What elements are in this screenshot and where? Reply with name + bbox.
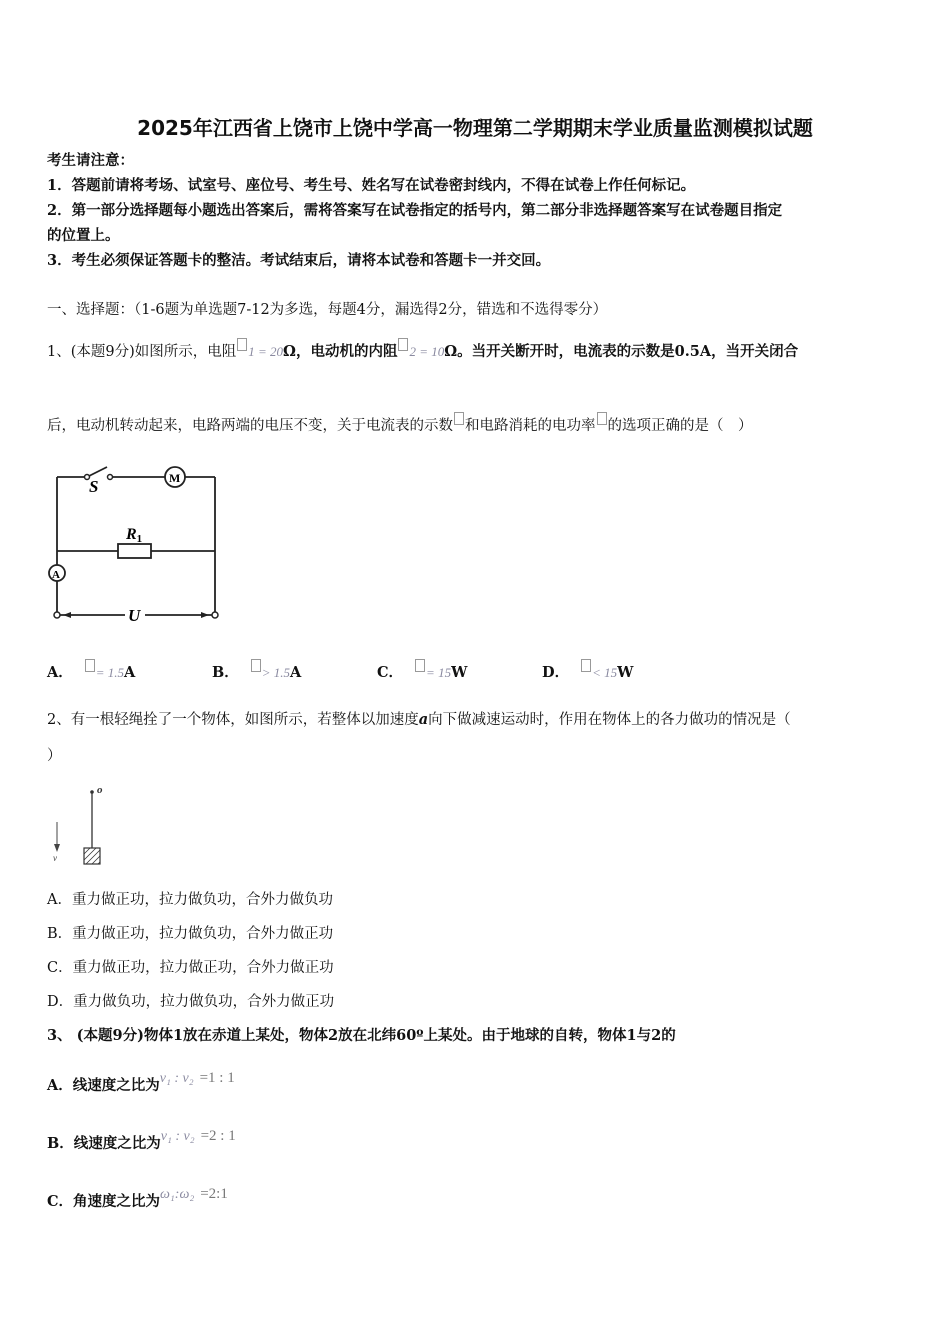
option-unit: A	[290, 664, 302, 681]
option-label: C．角速度之比为	[47, 1193, 161, 1210]
option-expr: = 1.5	[95, 665, 125, 680]
q1-option-c[interactable]	[377, 659, 467, 682]
circuit-diagram	[45, 462, 230, 632]
rope-diagram	[50, 782, 130, 872]
q2-text: 2、有一根轻绳拴了一个物体，如图所示，若整体以加速度	[47, 712, 419, 728]
q2-stem-line2: ）	[47, 748, 62, 764]
option-expr: < 15	[592, 665, 618, 680]
resistor-subscript: 1	[136, 533, 143, 545]
point-o-label: o	[97, 784, 103, 796]
q1-r2: 2 = 10	[409, 344, 445, 359]
q2-option-a[interactable]: A．重力做正功，拉力做负功，合外力做负功	[47, 892, 333, 908]
option-label: A．	[47, 664, 73, 681]
option-label: B．	[212, 664, 239, 681]
q2-option-c[interactable]: C．重力做正功，拉力做正功，合外力做正功	[47, 960, 334, 976]
option-expr: v₁ : v₂	[160, 1129, 195, 1144]
option-label: C．	[377, 664, 404, 681]
velocity-label: v	[53, 853, 57, 863]
notice-item: 3．考生必须保证答题卡的整洁。考试结束后，请将本试卷和答题卡一并交回。	[47, 252, 551, 269]
q3-option-c[interactable]	[47, 1182, 228, 1210]
notice-item: 2．第一部分选择题每小题选出答案后，需将答案写在试卷指定的括号内，第二部分非选择题答案写在试卷题目指定	[47, 202, 783, 219]
missing-glyph-icon	[581, 659, 591, 672]
q1-text: Ω，电动机的内阻	[283, 343, 398, 360]
ammeter-label: A	[52, 569, 60, 581]
switch-label: S	[89, 477, 99, 496]
q1-option-d[interactable]	[542, 659, 633, 682]
q1-option-b[interactable]	[212, 659, 301, 682]
missing-glyph-icon	[85, 659, 95, 672]
option-expr: > 1.5	[261, 665, 291, 680]
page-title: 2025年江西省上饶市上饶中学高一物理第二学期期末学业质量监测模拟试题	[137, 116, 813, 140]
notice-heading: 考生请注意：	[47, 152, 134, 169]
option-unit: W	[451, 664, 468, 681]
option-ratio: =2:1	[200, 1186, 228, 1202]
q3-stem: 3、 (本题9分)物体1放在赤道上某处，物体2放在北纬60º上某处。由于地球的自转，物体1与2的	[47, 1027, 676, 1044]
missing-glyph-icon	[398, 338, 408, 351]
q2-option-d[interactable]: D．重力做负功，拉力做负功，合外力做正功	[47, 994, 335, 1010]
section-heading: 一、选择题：（1-6题为单选题7-12为多选，每题4分，漏选得2分，错选和不选得零分）	[47, 302, 608, 318]
q3-option-b[interactable]	[47, 1124, 236, 1152]
q1-text: 的选项正确的是（ ）	[607, 418, 753, 434]
option-unit: W	[617, 664, 634, 681]
missing-glyph-icon	[237, 338, 247, 351]
missing-glyph-icon	[415, 659, 425, 672]
option-expr: = 15	[426, 665, 452, 680]
q2-accel-symbol: a	[418, 711, 429, 728]
option-label: B．线速度之比为	[47, 1135, 161, 1152]
q1-stem-line2	[47, 412, 753, 436]
q1-r1: 1 = 20	[248, 344, 284, 359]
option-label: A．线速度之比为	[47, 1077, 160, 1094]
notice-item: 1．答题前请将考场、试室号、座位号、考生号、姓名写在试卷密封线内，不得在试卷上作任何标记。	[47, 177, 696, 194]
voltage-label: U	[128, 606, 141, 625]
motor-label: M	[169, 471, 181, 485]
q1-text: 和电路消耗的电功率	[465, 418, 596, 434]
option-ratio: =2 : 1	[200, 1128, 236, 1144]
q1-text: 后，电动机转动起来，电路两端的电压不变，关于电流表的示数	[47, 418, 453, 434]
missing-glyph-icon	[597, 412, 607, 425]
option-expr: ω₁:ω₂	[160, 1187, 195, 1202]
resistor-symbol: R	[126, 526, 137, 543]
option-label: D．	[542, 664, 570, 681]
q2-option-b[interactable]: B．重力做正功，拉力做负功，合外力做正功	[47, 926, 334, 942]
q2-stem-line1	[47, 710, 791, 730]
missing-glyph-icon	[454, 412, 464, 425]
q1-stem-line1	[47, 338, 798, 362]
q1-text: Ω。当开关断开时，电流表的示数是0.5A，当开关闭合	[444, 343, 799, 360]
resistor-label	[125, 526, 142, 545]
option-unit: A	[124, 664, 136, 681]
q2-text: 向下做减速运动时，作用在物体上的各力做功的情况是（	[428, 712, 791, 728]
option-expr: v₁ : v₂	[159, 1071, 194, 1086]
q1-text: 1、(本题9分)如图所示，电阻	[47, 344, 237, 360]
notice-item: 的位置上。	[47, 227, 120, 244]
q3-option-a[interactable]	[47, 1066, 235, 1094]
q1-option-a[interactable]	[47, 659, 135, 682]
option-ratio: =1 : 1	[199, 1070, 235, 1086]
missing-glyph-icon	[251, 659, 261, 672]
